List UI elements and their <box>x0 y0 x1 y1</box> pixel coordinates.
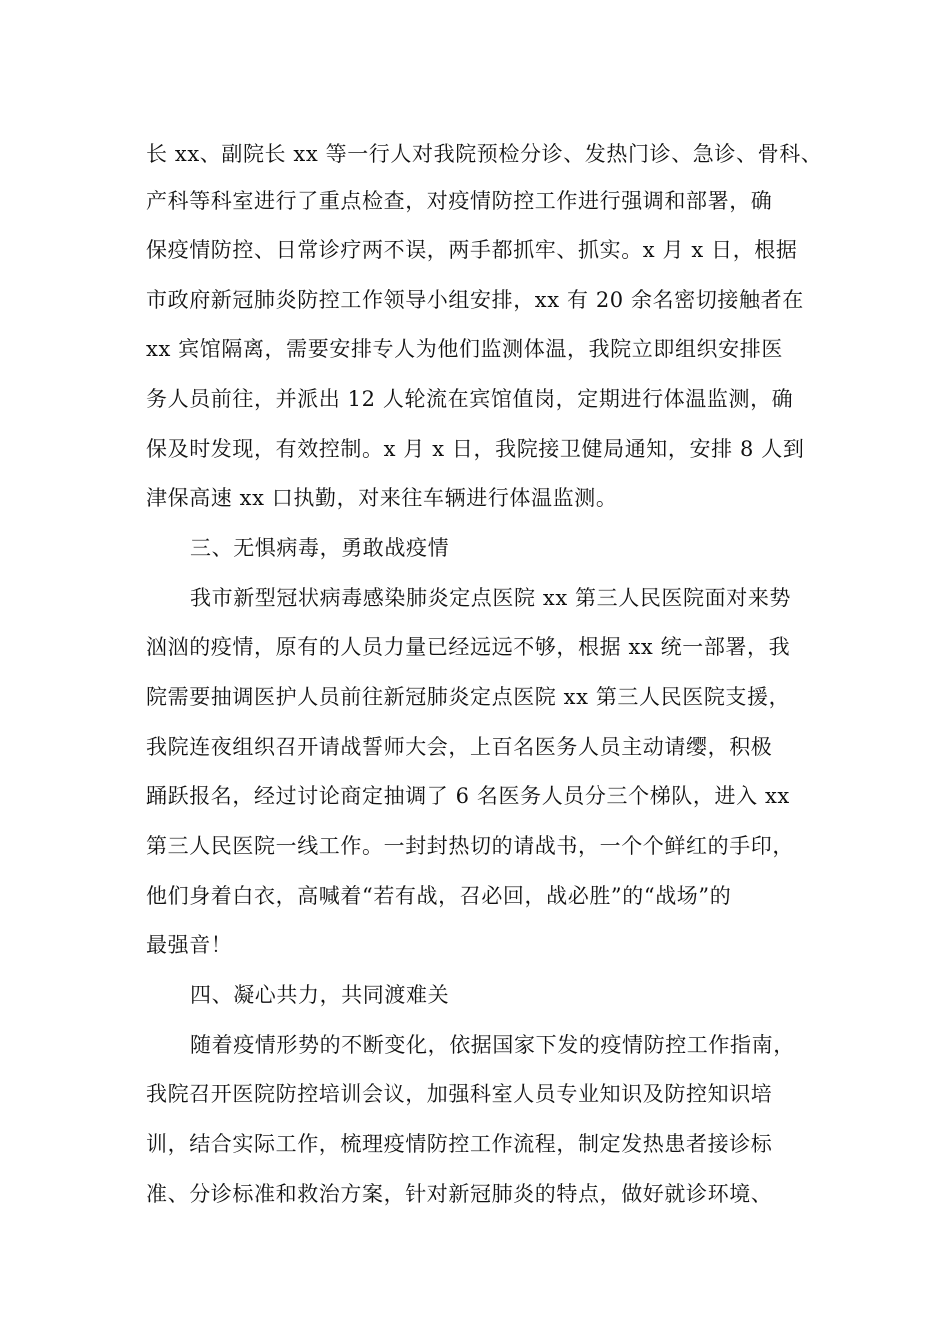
paragraph-line: xx 宾馆隔离，需要安排专人为他们监测体温，我院立即组织安排医 <box>146 337 783 361</box>
paragraph-line: 保疫情防控、日常诊疗两不误，两手都抓牢、抓实。x 月 x 日，根据 <box>146 238 798 262</box>
paragraph-line: 我院召开医院防控培训会议，加强科室人员专业知识及防控知识培 <box>146 1082 773 1106</box>
paragraph-line: 产科等科室进行了重点检查，对疫情防控工作进行强调和部署，确 <box>146 189 773 213</box>
paragraph-line: 长 xx、副院长 xx 等一行人对我院预检分诊、发热门诊、急诊、骨科、 <box>146 142 823 166</box>
paragraph-line: 训，结合实际工作，梳理疫情防控工作流程，制定发热患者接诊标 <box>146 1132 773 1156</box>
paragraph-line: 准、分诊标准和救治方案，针对新冠肺炎的特点，做好就诊环境、 <box>146 1182 773 1206</box>
paragraph-line: 院需要抽调医护人员前往新冠肺炎定点医院 xx 第三人民医院支援， <box>146 685 791 709</box>
paragraph-line: 踊跃报名，经过讨论商定抽调了 6 名医务人员分三个梯队，进入 xx <box>146 784 790 808</box>
paragraph-line: 津保高速 xx 口执勤，对来往车辆进行体温监测。 <box>146 486 618 510</box>
paragraph-line: 我院连夜组织召开请战誓师大会，上百名医务人员主动请缨，积极 <box>146 735 773 759</box>
paragraph-line: 市政府新冠肺炎防控工作领导小组安排，xx 有 20 余名密切接触者在 <box>146 288 804 312</box>
paragraph-line: 第三人民医院一线工作。一封封热切的请战书，一个个鲜红的手印， <box>146 834 794 858</box>
section-heading-4: 四、凝心共力，共同渡难关 <box>190 983 450 1007</box>
paragraph-line: 保及时发现，有效控制。x 月 x 日，我院接卫健局通知，安排 8 人到 <box>146 437 805 461</box>
paragraph-line: 随着疫情形势的不断变化，依据国家下发的疫情防控工作指南， <box>190 1033 795 1057</box>
paragraph-line: 务人员前往，并派出 12 人轮流在宾馆值岗，定期进行体温监测，确 <box>146 387 794 411</box>
paragraph-line: 汹汹的疫情，原有的人员力量已经远远不够，根据 xx 统一部署，我 <box>146 635 791 659</box>
paragraph-line: 我市新型冠状病毒感染肺炎定点医院 xx 第三人民医院面对来势 <box>190 586 792 610</box>
section-heading-3: 三、无惧病毒，勇敢战疫情 <box>190 536 450 560</box>
paragraph-line: 他们身着白衣，高喊着“若有战，召必回，战必胜”的“战场”的 <box>146 884 732 908</box>
paragraph-line: 最强音！ <box>146 933 233 957</box>
